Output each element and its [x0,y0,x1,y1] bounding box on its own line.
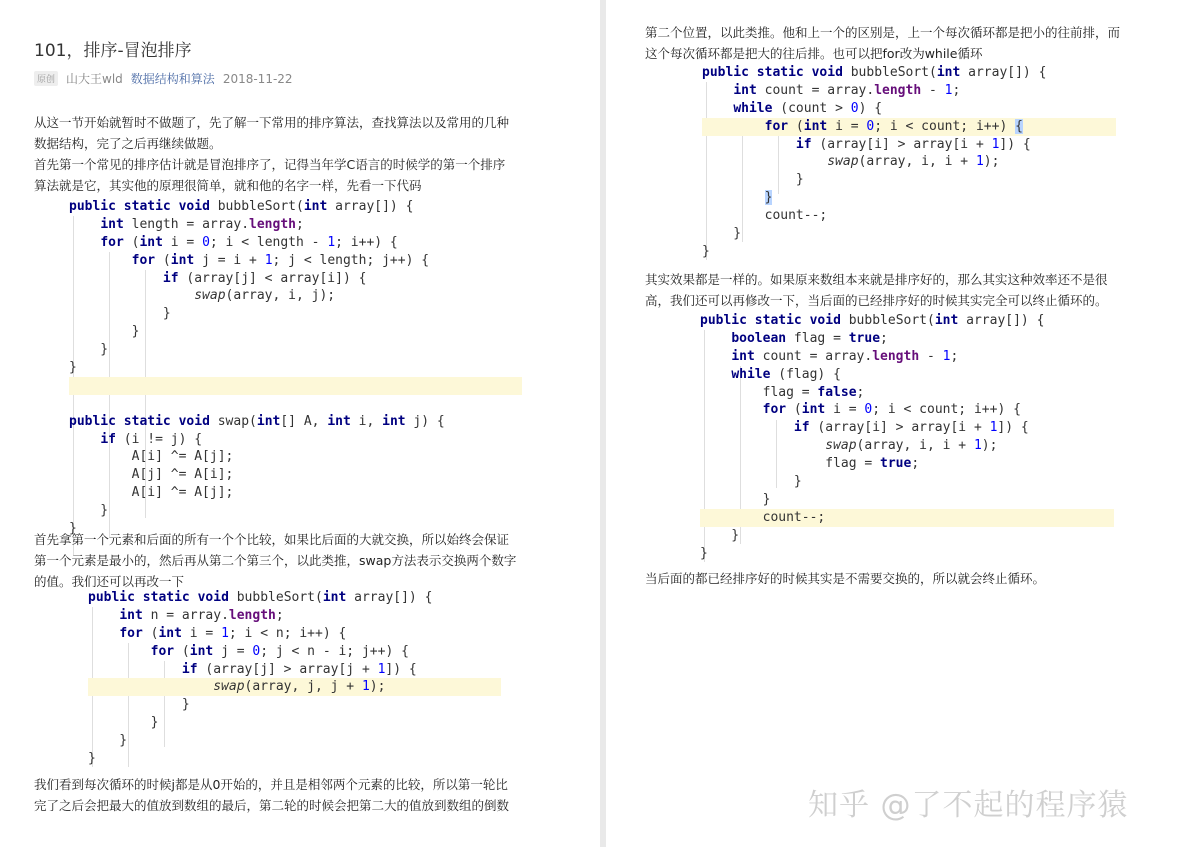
code-text: ; [952,82,961,98]
code-text: ); [369,679,386,695]
code-text: A[j] ^= A[i]; [69,467,234,483]
number-token: 1 [973,438,982,454]
code-text: count--; [702,208,828,224]
code-text [88,608,119,623]
number-token: 0 [866,118,875,134]
keyword-token: for [119,625,143,641]
code-text [88,626,119,641]
code-text: ; [911,456,920,472]
code-text [804,65,812,80]
code-text: array[]) { [327,199,414,214]
method-call-token: swap [825,438,857,454]
code-line [700,509,1114,527]
code-line [88,589,501,607]
code-line [69,431,522,449]
code-text: j = i + [194,252,265,268]
number-token: 1 [944,82,953,98]
keyword-token: int [731,348,755,364]
code-text: } [702,243,710,259]
code-line [700,312,1114,330]
number-token: 1 [361,679,370,695]
keyword-token: int [327,413,351,429]
code-text: ); [983,154,1000,170]
code-line [702,64,1116,82]
paragraph-intro [34,112,509,154]
text-line: 从这一节开始就暂时不做题了，先了解一下常用的排序算法，查找算法以及常用的几种 [34,115,510,130]
code-text: } [702,172,804,188]
code-line [702,243,1116,261]
code-text [700,420,794,435]
keyword-token: true [848,330,881,346]
keyword-token: true [880,456,912,472]
field-token: length [872,348,920,364]
code-line [69,413,522,431]
code-text: } [700,474,802,490]
code-text: ; i++) { [335,234,398,250]
code-line [69,502,522,520]
code-text: (array[j] < array[i]) { [178,270,367,286]
number-token: 0 [850,100,859,116]
keyword-token: int [801,402,826,418]
keyword-token: while [733,100,773,116]
code-line [69,395,522,413]
keyword-token: void [809,313,841,328]
code-text: ( [174,643,190,659]
code-text: - [919,348,943,364]
code-line [88,714,501,732]
keyword-token: int [139,234,163,250]
text-line: 首先第一个常见的排序估计就是冒泡排序了，记得当年学C语言的时候学的第一个排序 [34,157,506,172]
code-text [69,271,163,286]
code-text: ; i < count; i++) { [872,402,1021,418]
code-text [116,199,124,214]
code-line [88,678,501,696]
code-line [69,448,522,466]
text-line: 当后面的都已经排序好的时候其实是不需要交换的，所以就会终止循环。 [645,571,1046,586]
code-block-bubble-sort-v1 [69,198,522,538]
code-text [702,119,765,134]
keyword-token: false [817,384,857,400]
keyword-token: int [382,413,406,429]
keyword-token: for [100,234,124,250]
code-text: } [700,527,740,543]
code-text: ); [981,438,998,454]
code-text [700,402,763,417]
text-line: 其实效果都是一样的。如果原来数组本来就是排序好的，那么其实这种效率还不是很 [645,272,1108,287]
code-text: ]) { [999,136,1031,152]
code-text: ; i < count; i++) [874,118,1016,134]
page-right [606,0,1203,847]
keyword-token: int [303,199,328,214]
code-text: count = array. [756,82,875,98]
keyword-token: static [142,590,190,605]
code-line [702,118,1116,136]
code-text: ( [123,234,140,250]
code-line [69,323,522,341]
method-call-token: swap [827,154,859,170]
keyword-token: for [150,643,175,659]
keyword-token: int [189,643,214,659]
code-text: [] A, [280,413,328,429]
code-text [702,101,733,116]
code-text: bubbleSort( [228,590,323,605]
paragraph-efficiency [645,269,1108,311]
text-line: 完了之后会把最大的值放到数组的最后，第二轮的时候会把第二大的值放到数组的倒数 [34,798,510,813]
keyword-token: static [754,313,802,328]
code-line [88,625,501,643]
number-token: 0 [252,643,261,659]
text-line: 首先拿第一个元素和后面的所有一个个比较，如果比后面的大就交换，所以始终会保证 [34,532,510,547]
code-text: j = [213,643,253,659]
keyword-token: public [700,313,747,328]
code-line [702,136,1116,154]
number-token: 0 [864,402,873,418]
keyword-token: int [100,216,124,232]
code-text: } [69,360,77,376]
code-line [700,401,1114,419]
code-text [116,414,124,429]
code-text: ; i < length - [209,234,328,250]
code-text [135,590,143,605]
code-text: } [69,342,109,358]
code-text: flag = [700,456,881,472]
code-line [702,225,1116,243]
code-line [69,377,522,395]
keyword-token: for [764,118,789,134]
code-text: } [88,733,128,749]
code-line [69,305,522,323]
code-text: swap( [209,413,257,429]
code-line [700,473,1114,491]
text-line: 算法就是它，其实他的原理很简单，就和他的名字一样，先看一下代码 [34,178,422,193]
number-token: 1 [327,234,336,250]
text-line: 数据结构，完了之后再继续做题。 [34,136,222,151]
code-text: } [88,751,96,767]
code-text: bubbleSort( [840,313,935,328]
code-text [747,313,755,328]
code-text: ; [296,216,304,232]
text-line: 高，我们还可以再修改一下，当后面的已经排序好的时候其实完全可以终止循环的。 [645,293,1108,308]
keyword-token: for [762,402,787,418]
code-text: } [69,324,140,340]
code-line [700,527,1114,545]
code-text: (array[i] > array[i + [811,136,992,152]
code-text: ( [786,402,802,418]
code-text: ]) { [385,661,417,677]
keyword-token: static [123,413,171,429]
keyword-token: void [178,413,210,429]
number-token: 1 [989,420,998,436]
code-text: (array, i, i + [856,438,974,454]
code-text: length = array. [123,216,250,232]
keyword-token: int [733,82,757,98]
keyword-token: if [793,420,810,436]
keyword-token: if [162,270,179,286]
field-token: length [249,216,296,232]
code-text: - [921,82,945,98]
code-text [702,137,796,152]
text-line: 的值。我们还可以再改一下 [34,574,185,589]
code-line [702,153,1116,171]
code-line [88,643,501,661]
code-text: i = [825,402,865,418]
keyword-token: public [88,590,135,605]
keyword-token: int [936,65,961,80]
paragraph-continued [645,22,1120,64]
code-line [702,207,1116,225]
code-text: ; [950,348,959,364]
code-text: array[]) { [960,65,1047,80]
code-text: } [69,306,171,322]
keyword-token: if [795,136,812,152]
method-call-token: swap [194,288,226,304]
code-block-while-loop [702,64,1116,261]
number-token: 1 [991,136,1000,152]
code-line [700,330,1114,348]
article-title: 101，排序-冒泡排序 [34,41,192,61]
code-line [69,359,522,377]
code-text [702,83,733,98]
code-text: A[i] ^= A[j]; [69,485,234,501]
category-link[interactable]: 数据结构和算法 [130,72,215,86]
keyword-token: boolean [731,330,787,346]
code-text: (array, i, i + [858,154,976,170]
code-text [700,349,731,364]
code-line [69,484,522,502]
code-text: n = array. [142,607,229,623]
code-text: ) { [858,100,883,116]
code-text [700,331,731,346]
code-line [702,82,1116,100]
number-token: 0 [202,234,210,250]
code-line [69,270,522,288]
number-token: 1 [975,154,984,170]
text-line: 我们看到每次循环的时候j都是从0开始的，并且是相邻两个元素的比较，所以第一轮比 [34,777,508,792]
code-line [69,198,522,216]
code-line [700,384,1114,402]
keyword-token: static [756,65,804,80]
code-line [700,455,1114,473]
keyword-token: int [322,590,347,605]
paragraph-explain-v1 [34,529,516,592]
text-line: 第一个元素是最小的，然后再从第二个第三个，以此类推，swap方法表示交换两个数字 [34,553,517,568]
code-text: count = array. [754,348,873,364]
code-text [702,190,765,205]
code-line [700,545,1114,563]
keyword-token: void [178,199,210,214]
keyword-token: for [131,252,156,268]
bracket-highlight: { [1015,118,1023,134]
code-text: ; [880,330,888,346]
keyword-token: int [934,313,959,328]
code-text: (array[i] > array[i + [809,420,990,436]
code-line [88,607,501,625]
code-text: } [700,491,771,507]
code-text [69,432,100,447]
code-text [190,590,198,605]
code-text: (array, i, j); [225,288,336,304]
code-line [88,696,501,714]
code-line [700,366,1114,384]
code-text: ; [856,384,865,400]
number-token: 1 [377,661,386,677]
keyword-token: if [100,431,116,447]
code-text [702,154,827,169]
code-text: i = [162,234,203,250]
keyword-token: public [69,199,116,214]
code-text: (count > [772,100,851,116]
method-call-token: swap [213,679,245,695]
code-text [88,662,182,677]
code-text [69,235,100,250]
code-text [88,644,151,659]
code-text: ]) { [997,420,1029,436]
author-link[interactable]: 山大王wld [66,72,123,86]
original-badge: 原创 [34,71,58,86]
code-block-bubble-sort-v2 [88,589,501,768]
code-line [700,348,1114,366]
keyword-token: public [69,413,116,429]
code-text: bubbleSort( [842,65,937,80]
paragraph-explain-v2 [34,774,509,816]
code-text: array[]) { [958,313,1045,328]
code-line [700,419,1114,437]
bracket-highlight: } [764,190,773,206]
code-text: (i != j) { [115,431,203,447]
keyword-token: static [123,199,171,214]
code-line [700,437,1114,455]
page-left [0,0,600,847]
keyword-token: int [119,607,143,623]
code-line [69,466,522,484]
zhihu-watermark: 知乎 @了不起的程序猿 [808,788,1129,823]
number-token: 1 [221,625,229,641]
number-token: 1 [264,252,273,268]
code-line [69,252,522,270]
code-text: } [702,226,742,242]
field-token: length [874,82,922,98]
keyword-token: while [731,366,771,382]
code-text: flag = [786,330,849,346]
code-text: } [69,521,77,537]
code-text: ; [275,607,284,623]
code-text: count--; [700,509,826,525]
code-line [700,491,1114,509]
code-line [702,100,1116,118]
paragraph-conclusion [645,568,1045,589]
text-line: 第二个位置，以此类推。他和上一个的区别是，上一个每次循环都是把小的往前排，而 [645,25,1121,40]
code-line [69,216,522,234]
code-text: ( [142,625,159,641]
code-text: (array, j, j + [244,679,362,695]
keyword-token: void [197,590,229,605]
text-line: 这个每次循环都是把大的往后排。也可以把for改为while循环 [645,46,983,61]
code-text: i = [827,118,867,134]
code-text: ; j < length; j++) { [272,252,430,268]
code-text [802,313,810,328]
code-text: i, [350,413,383,429]
code-text [749,65,757,80]
code-text [69,253,132,268]
keyword-token: public [702,65,749,80]
code-text [69,288,194,303]
code-text: ; j < n - i; j++) { [260,643,409,659]
code-text: bubbleSort( [209,199,304,214]
code-text: array[]) { [346,590,433,605]
code-text [171,199,179,214]
code-text: ( [788,118,804,134]
code-line [702,171,1116,189]
publish-date: 2018-11-22 [222,71,293,86]
keyword-token: int [803,118,828,134]
code-line [69,341,522,359]
code-text: j) { [405,413,445,429]
code-text [700,367,731,382]
code-text [700,438,825,453]
code-line [702,189,1116,207]
number-token: 1 [942,348,951,364]
code-text [88,679,213,694]
code-text: ( [155,252,171,268]
code-line [88,750,501,768]
keyword-token: if [181,661,198,677]
code-text: } [700,545,708,561]
keyword-token: int [256,413,281,429]
code-text: flag = [700,384,818,400]
code-text: } [88,697,190,713]
code-text: i = [181,625,222,641]
code-text: } [88,715,159,731]
field-token: length [228,607,276,623]
code-block-flag-optimized [700,312,1114,562]
article-meta [34,70,293,87]
code-text: } [69,503,109,519]
code-line [69,234,522,252]
keyword-token: int [170,252,195,268]
code-text: (array[j] > array[j + [197,661,378,677]
keyword-token: void [811,65,843,80]
code-text: ; i < n; i++) { [228,625,347,641]
code-text: (flag) { [770,366,841,382]
paragraph-bubble-intro [34,154,505,196]
code-text [69,217,100,232]
code-text [171,414,179,429]
code-line [69,287,522,305]
keyword-token: int [158,625,182,641]
code-text: A[i] ^= A[j]; [69,449,234,465]
code-line [88,732,501,750]
code-line [88,661,501,679]
